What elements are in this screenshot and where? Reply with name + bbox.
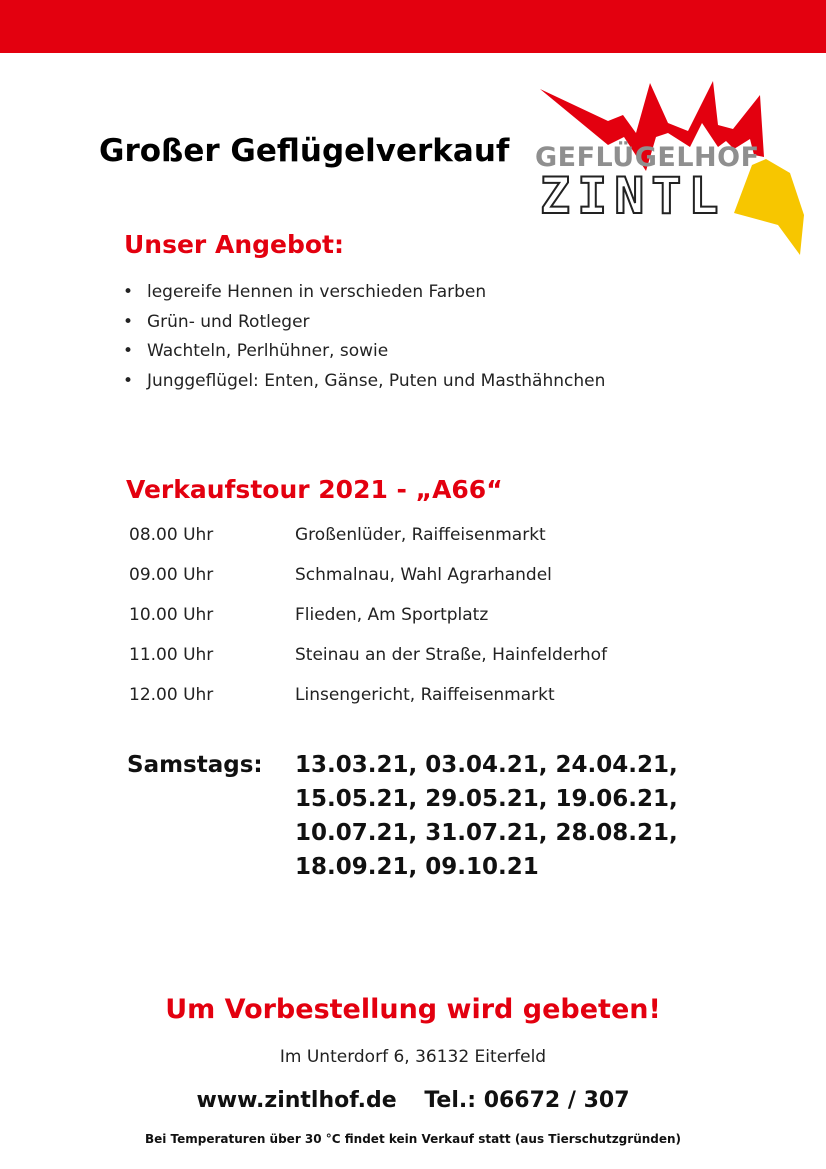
schedule-row [129, 565, 607, 605]
tour-schedule [129, 525, 607, 725]
website-link[interactable]: www.zintlhof.de [196, 1088, 397, 1113]
bullet-icon: • [123, 311, 134, 332]
saturday-dates [295, 752, 678, 888]
stop-time: 09.00 Uhr [129, 565, 214, 585]
bullet-icon: • [123, 341, 134, 361]
bullet-icon: • [123, 282, 134, 302]
offer-item-text: Wachteln, Perlhühner, sowie [147, 341, 389, 361]
offer-item-text: legereife Hennen in verschieden Farben [147, 282, 487, 302]
schedule-row [129, 605, 607, 645]
offer-item [123, 371, 605, 401]
logo-zintl-text: ZINTL [540, 167, 726, 225]
dates-line: 10.07.21, 31.07.21, 28.08.21, [295, 820, 678, 846]
tour-heading: Verkaufstour 2021 - „A66“ [126, 475, 503, 504]
address: Im Unterdorf 6, 36132 Eiterfeld [279, 1047, 547, 1067]
offer-item-text: Junggeflügel: Enten, Gänse, Puten und Masthähnchen [147, 370, 606, 391]
stop-time: 10.00 Uhr [129, 605, 214, 625]
stop-place: Steinau an der Straße, Hainfelderhof [295, 645, 608, 665]
temperature-note: Bei Temperaturen über 30 °C findet kein Verkauf statt (aus Tierschutzgründen) [144, 1132, 682, 1146]
stop-place: Schmalnau, Wahl Agrarhandel [295, 565, 552, 585]
offer-item [123, 341, 605, 371]
stop-place: Großenlüder, Raiffeisenmarkt [295, 525, 546, 545]
stop-time: 11.00 Uhr [129, 645, 214, 665]
dates-line: 13.03.21, 03.04.21, 24.04.21, [295, 752, 678, 778]
schedule-row [129, 525, 607, 565]
offer-heading: Unser Angebot: [124, 230, 344, 259]
offer-list [123, 282, 605, 400]
stop-place: Linsengericht, Raiffeisenmarkt [295, 685, 555, 705]
schedule-row [129, 645, 607, 685]
geflugelhof-zintl-logo [528, 75, 808, 260]
bullet-icon: • [123, 370, 134, 391]
page-title: Großer Geflügelverkauf [99, 133, 510, 169]
stop-place: Flieden, Am Sportplatz [295, 605, 489, 625]
stop-time: 08.00 Uhr [129, 525, 214, 545]
stop-time: 12.00 Uhr [129, 685, 214, 705]
offer-item-text: Grün- und Rotleger [147, 311, 310, 332]
dates-line: 15.05.21, 29.05.21, 19.06.21, [295, 786, 678, 812]
saturdays-label: Samstags: [127, 752, 263, 778]
contact-line [0, 1088, 826, 1113]
phone-number: Tel.: 06672 / 307 [424, 1088, 630, 1113]
top-red-bar [0, 0, 826, 53]
preorder-call-to-action: Um Vorbestellung wird gebeten! [165, 994, 661, 1025]
offer-item [123, 282, 605, 312]
yellow-beak-shape [734, 159, 804, 255]
dates-line: 18.09.21, 09.10.21 [295, 854, 539, 880]
offer-item [123, 312, 605, 342]
schedule-row [129, 685, 607, 725]
logo-geflugelhof-text: GEFLÜGELHOF [535, 142, 760, 173]
